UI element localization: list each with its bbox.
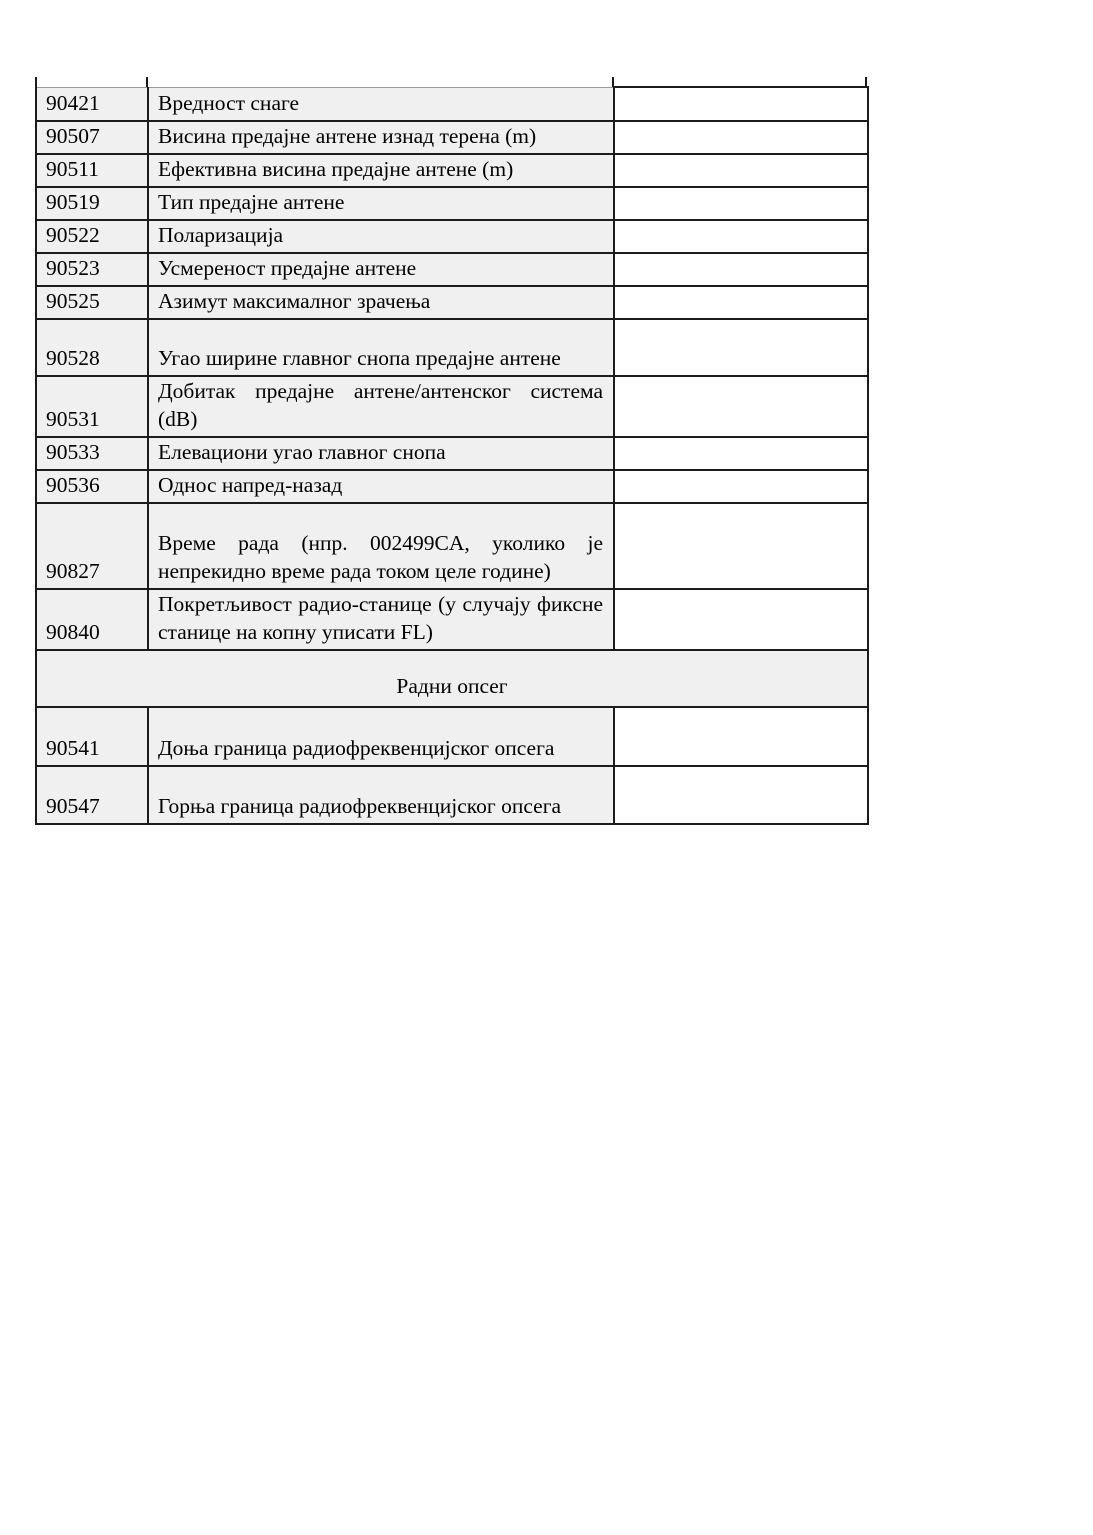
code-cell: 90507 (36, 121, 148, 154)
value-cell (614, 376, 868, 437)
section-header-cell: Радни опсег (36, 650, 868, 707)
form-table (35, 86, 869, 825)
value-cell (614, 589, 868, 650)
code-cell: 90547 (36, 766, 148, 824)
table-row (36, 470, 868, 503)
value-cell (614, 286, 868, 319)
code-cell: 90523 (36, 253, 148, 286)
value-cell (614, 220, 868, 253)
value-cell (614, 187, 868, 220)
description-cell: Покретљивост радио-станице (у случају фиксне станице на копну уписати FL) (148, 589, 614, 650)
table-row (36, 220, 868, 253)
value-cell (614, 470, 868, 503)
description-cell: Усмереност предајне антене (148, 253, 614, 286)
value-cell (614, 766, 868, 824)
description-cell: Вредност снаге (148, 87, 614, 121)
description-cell: Горња граница радиофреквенцијског опсега (148, 766, 614, 824)
table-row (36, 707, 868, 766)
value-cell (614, 154, 868, 187)
table-row (36, 319, 868, 376)
description-cell: Доња граница радиофреквенцијског опсега (148, 707, 614, 766)
code-cell: 90531 (36, 376, 148, 437)
table-row (36, 589, 868, 650)
table-row (36, 503, 868, 589)
code-cell: 90528 (36, 319, 148, 376)
value-cell (614, 121, 868, 154)
table-row (36, 437, 868, 470)
table-row (36, 187, 868, 220)
code-cell: 90533 (36, 437, 148, 470)
table-row (36, 376, 868, 437)
description-cell: Тип предајне антене (148, 187, 614, 220)
table-row (36, 766, 868, 824)
code-cell: 90536 (36, 470, 148, 503)
code-cell: 90519 (36, 187, 148, 220)
value-cell (614, 253, 868, 286)
description-cell: Време рада (нпр. 002499CA, уколико је непрекидно време рада током целе године) (148, 503, 614, 589)
code-cell: 90525 (36, 286, 148, 319)
table-row (36, 286, 868, 319)
description-cell: Азимут максималног зрачења (148, 286, 614, 319)
value-cell (614, 707, 868, 766)
code-cell: 90421 (36, 87, 148, 121)
table-row (36, 87, 868, 121)
description-cell: Однос напред-назад (148, 470, 614, 503)
description-cell: Добитак предајне антене/антенског система (dB) (148, 376, 614, 437)
description-cell: Ефективна висина предајне антене (m) (148, 154, 614, 187)
description-cell: Угао ширине главног снопа предајне антене (148, 319, 614, 376)
value-cell (614, 437, 868, 470)
table-row (36, 154, 868, 187)
table-row (36, 121, 868, 154)
section-header-row (36, 650, 868, 707)
code-cell: 90541 (36, 707, 148, 766)
table-row (36, 253, 868, 286)
description-cell: Поларизација (148, 220, 614, 253)
code-cell: 90511 (36, 154, 148, 187)
description-cell: Елевациони угао главног снопа (148, 437, 614, 470)
code-cell: 90827 (36, 503, 148, 589)
description-cell: Висина предајне антене изнад терена (m) (148, 121, 614, 154)
code-cell: 90840 (36, 589, 148, 650)
value-cell (614, 503, 868, 589)
value-cell (614, 319, 868, 376)
code-cell: 90522 (36, 220, 148, 253)
value-cell (614, 87, 868, 121)
